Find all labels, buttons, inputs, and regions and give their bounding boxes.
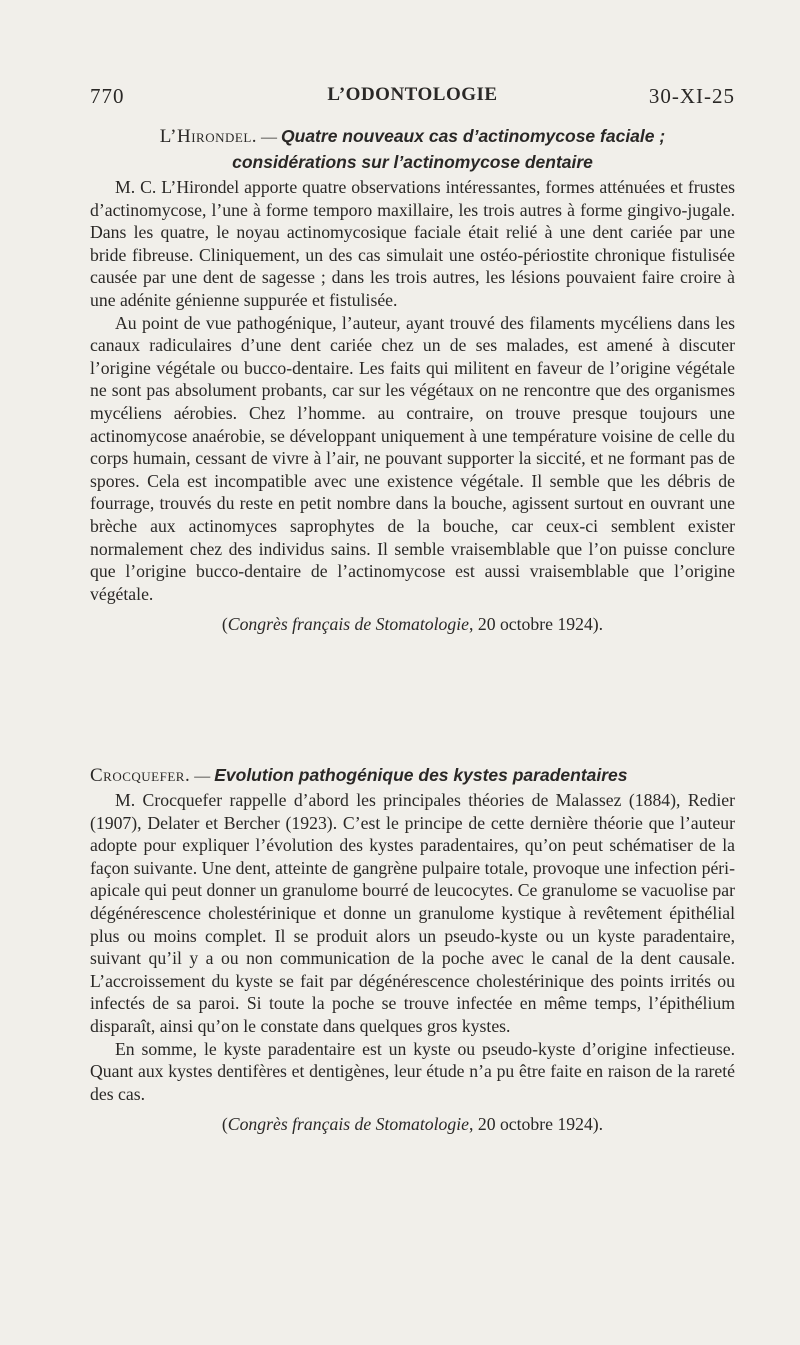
article-citation: [90, 613, 735, 636]
running-header: [90, 84, 735, 114]
body-paragraph: En somme, le kyste paradentaire est un kyste ou pseudo-kyste d’origine infectieuse. Quant aux kystes dentifères et dentigènes, leur étude n’a pu être faite en raison de la rareté des cas.: [90, 1038, 735, 1104]
issue-date: 30-XI-25: [648, 84, 735, 108]
article-author: L’Hirondel.: [159, 126, 258, 147]
heading-dash: —: [257, 129, 282, 146]
article-title-line-2: considérations sur l’actinomycose dentaire: [232, 152, 593, 172]
article-heading: [90, 124, 735, 176]
article-citation: [90, 1113, 735, 1136]
citation-date: , 20 octobre 1924: [469, 614, 593, 635]
article-lhirondel: [90, 124, 735, 636]
citation-source: Congrès français de Stomatologie: [227, 1114, 469, 1135]
page-number: 770: [90, 84, 125, 108]
body-paragraph: M. C. L’Hirondel apporte quatre observations intéressantes, formes atténuées et frustes d’actinomycose, l’une à forme temporo maxillaire, les trois autres à forme gingivo-jugale. Dans les quatre, le noyau actinomycosique faciale était relié à une dent cariée par une bride fibreuse. Cliniquement, un des cas simulait une ostéo-périostite chronique fistulisée causée par une dent de sagesse ; dans les trois autres, les lésions pouvaient faire croire à une adénite génienne suppurée et fistulisée.: [90, 177, 735, 310]
article-title: Evolution pathogénique des kystes paradentaires: [214, 765, 628, 785]
citation-source: Congrès français de Stomatologie: [227, 614, 469, 635]
body-paragraph: Au point de vue pathogénique, l’auteur, ayant trouvé des filaments mycéliens dans les canaux radiculaires d’une dent cariée chez un de ses malades, est amené à discuter l’origine végétale ou bucco-dentaire. Les faits qui militent en faveur de l’origine végétale ne sont pas absolument probants, car sur les végétaux on ne rencontre que des organismes mycéliens aérobies. Chez l’homme. au contraire, on trouve presque toujours une actinomycose anaérobie, se développant uniquement à une température voisine de celle du corps humain, cessant de vivre à l’air, ne pouvant supporter la siccité, et ne formant pas de spores. Cela est incompatible avec une existence végétale. Il semble que les débris de fourrage, trouvés du reste en petit nombre dans la bouche, agissent surtout en ouvrant une brèche aux actinomyces saprophytes de la bouche, car ceux-ci semblent exister normalement chez des individus sains. Il semble vraisemblable que l’on puisse conclure que l’origine bucco-dentaire de l’actinomycose est aussi vraisemblable que l’origine végétale.: [90, 312, 735, 604]
citation-close: ).: [592, 1114, 604, 1135]
citation-open: (: [221, 1114, 228, 1135]
body-paragraph: M. Crocquefer rappelle d’abord les principales théories de Malassez (1884), Redier (1907), Delater et Bercher (1923). C’est le principe de cette dernière théorie que l’auteur adopte pour expliquer l’évolution des kystes paradentaires, qu’on peut schématiser de la façon suivante. Une dent, atteinte de gangrène pulpaire totale, provoque une infection péri-apicale qui peut donner un granulome bourré de leucocytes. Ce granulome se vacuolise par dégénérescence cholestérinique et donne un granulome kystique à revêtement épithélial plus ou moins complet. Il se produit alors un pseudo-kyste ou un kyste paradentaire, suivant qu’il y a ou non communication de la poche avec le canal de la dent causale. L’accroissement du kyste se fait par dégénérescence cholestérinique des points irrités ou infectés de sa paroi. Si toute la poche se trouve infectée en même temps, l’épithélium disparaît, ainsi qu’on le constate dans quelques gros kystes.: [90, 790, 735, 1036]
journal-title: L’ODONTOLOGIE: [327, 84, 498, 105]
article-crocquefer: [90, 763, 735, 1136]
citation-date: , 20 octobre 1924: [469, 1114, 593, 1135]
heading-dash: —: [190, 768, 215, 785]
article-author: Crocquefer.: [90, 765, 191, 786]
article-heading: [90, 763, 735, 789]
citation-open: (: [221, 614, 228, 635]
citation-close: ).: [592, 614, 604, 635]
article-title-line-1: Quatre nouveaux cas d’actinomycose faciale ;: [281, 126, 666, 146]
